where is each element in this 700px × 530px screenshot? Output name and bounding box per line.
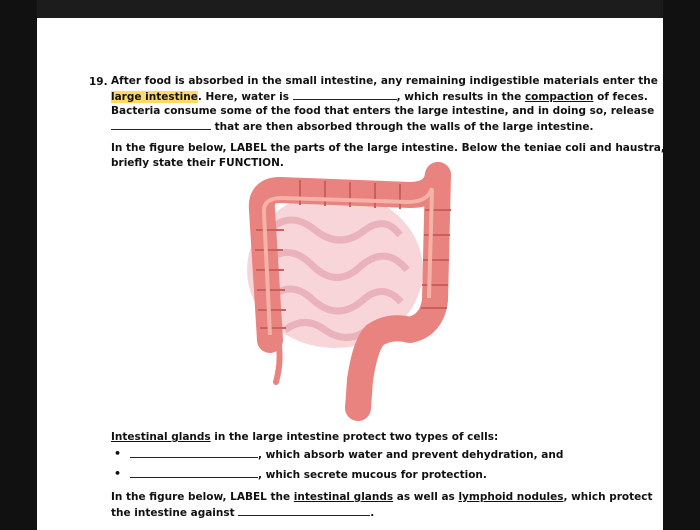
- question-line-4: that are then absorbed through the walls of the large intestine.: [111, 119, 593, 136]
- glands-item-2: , which secrete mucous for protection.: [130, 467, 487, 484]
- intestinal-glands-term: Intestinal glands: [111, 431, 211, 443]
- instruction-line-1: In the figure below, LABEL the parts of the large intestine. Below the teniae coli and haustra,: [111, 142, 665, 154]
- blank-water[interactable]: [293, 89, 397, 100]
- question-number: 19.: [89, 76, 108, 88]
- bullet-2: •: [114, 467, 122, 480]
- lymphoid-nodules-link: lymphoid nodules: [458, 491, 564, 503]
- top-strip: [0, 0, 700, 18]
- bullet-1: •: [114, 447, 122, 460]
- blank-cell-type-1[interactable]: [130, 447, 258, 458]
- instruction-line-2: briefly state their FUNCTION.: [111, 157, 284, 169]
- question-line-2: large intestine. Here, water is , which results in the compaction of feces.: [111, 91, 648, 103]
- intestinal-glands-link: intestinal glands: [293, 491, 394, 503]
- right-margin: [663, 0, 700, 530]
- glands-item-1: , which absorb water and prevent dehydration, and: [130, 447, 563, 464]
- blank-protect-against[interactable]: [238, 505, 370, 516]
- compaction-term: compaction: [524, 91, 594, 103]
- left-margin: [0, 0, 37, 530]
- large-intestine-illustration: [200, 150, 470, 425]
- glands-lead: Intestinal glands in the large intestine protect two types of cells:: [111, 431, 499, 443]
- blank-release[interactable]: [111, 119, 211, 130]
- question-line-3: Bacteria consume some of the food that enters the large intestine, and in doing so, release: [111, 105, 655, 117]
- highlighted-term: large intestine: [111, 91, 198, 103]
- final-line-1: In the figure below, LABEL the intestinal glands as well as lymphoid nodules, which protect: [111, 491, 653, 503]
- final-line-2: the intestine against .: [111, 507, 375, 519]
- blank-cell-type-2[interactable]: [130, 467, 258, 478]
- question-line-1: After food is absorbed in the small intestine, any remaining indigestible materials enter the: [111, 75, 658, 87]
